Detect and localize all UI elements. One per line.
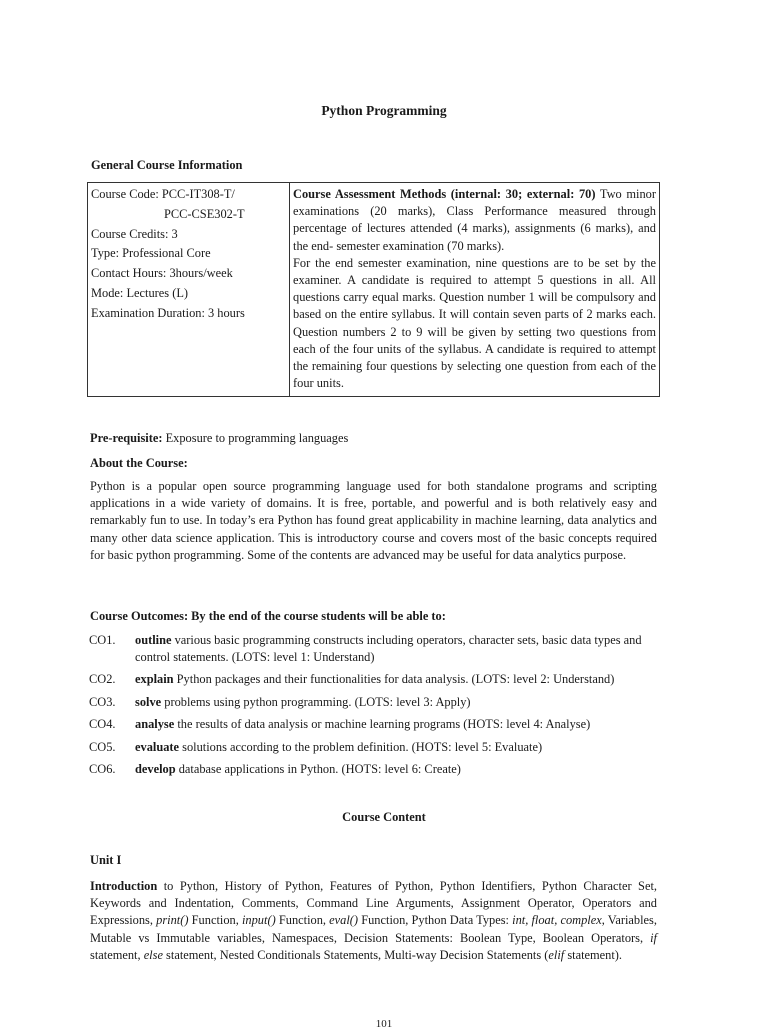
co-label: CO3. (89, 694, 116, 709)
course-outcome-item (89, 739, 659, 756)
co-label: CO4. (89, 717, 116, 731)
assessment-text-1: Two minor examinations (20 marks), Class Performance measured through percentage of lectures attended (4 marks), assignments (6 marks), and the end- semester examination (70 marks). (293, 187, 656, 253)
unit-1-segment: Function, Python Data Types: (358, 913, 513, 928)
co-description: solutions according to the problem definition. (HOTS: level 5: Evaluate) (179, 739, 543, 754)
co-verb: evaluate (135, 739, 180, 754)
co-text (135, 632, 659, 665)
course-outcome-item (89, 694, 659, 711)
course-type: Type: Professional Core (91, 246, 211, 261)
assessment-cell (290, 183, 660, 397)
co-verb: develop (135, 762, 176, 776)
co-verb: outline (135, 633, 172, 647)
co-verb: solve (135, 694, 162, 709)
co-description: database applications in Python. (HOTS: level 6: Create) (175, 762, 461, 776)
course-info-cell (88, 183, 290, 397)
unit-heading: Unit I (90, 853, 122, 867)
prerequisite-label: Pre-requisite: (90, 431, 163, 445)
co-description: problems using python programming. (LOTS: level 3: Apply) (161, 694, 471, 709)
contact-hours: Contact Hours: 3hours/week (91, 266, 233, 281)
co-text (135, 761, 659, 778)
co-text (135, 739, 659, 756)
co-verb: analyse (135, 717, 175, 731)
about-text: Python is a popular open source programming language used for both standalone programs and scripting applications in a wide variety of domains. It is free, portable, and powerful and is both relatively easy and remarkably fun to use. In today’s era Python has found great applicability in machine learning, data analytics and many other data science application. This is introductory course and covers most of the basic concepts required for basic python programming. Some of the contents are advanced may be useful for data analytics purpose. (90, 479, 657, 562)
co-label: CO2. (89, 672, 116, 686)
unit-1-segment: statement, (90, 947, 144, 962)
course-info-table (87, 182, 660, 397)
code-term: int, float, complex (512, 913, 602, 928)
code-term: eval() (329, 913, 359, 928)
assessment-paragraph-1 (293, 186, 656, 255)
code-term: if (650, 930, 657, 945)
co-text (135, 694, 659, 711)
assessment-heading: Course Assessment Methods (internal: 30; external: 70) (293, 187, 596, 201)
unit-1-segment: to Python, History of Python, Features of Python, Python Identifiers, Python Character Set, Keywords and Indentation, Comments, Command Line Arguments, Assignment Operator, Operators and Expressions, (90, 879, 657, 928)
co-label: CO5. (89, 739, 116, 754)
course-outcomes-list (89, 632, 659, 784)
co-description: the results of data analysis or machine learning programs (HOTS: level 4: Analyse) (174, 717, 591, 731)
unit-1-segment: Function, (275, 913, 330, 928)
unit-1-segment: , Variables, Mutable vs Immutable variables, Namespaces, Decision Statements: Boolean Type, Boolean Operators, (90, 913, 657, 945)
unit-1-text (90, 878, 657, 964)
exam-duration: Examination Duration: 3 hours (91, 305, 245, 320)
co-text (135, 716, 659, 733)
course-outcome-item (89, 671, 659, 688)
course-code: Course Code: PCC-IT308-T/ (91, 187, 235, 201)
course-content-heading: Course Content (342, 810, 426, 824)
course-code-2: PCC-CSE302-T (164, 206, 245, 221)
unit-1-segment: statement). (564, 947, 623, 962)
course-credits: Course Credits: 3 (91, 226, 178, 241)
co-description: various basic programming constructs including operators, character sets, basic data types and control statements. (LOTS: level 1: Understand) (135, 633, 642, 664)
unit-1-intro: Introduction (90, 879, 158, 893)
unit-1-segment: Function, (188, 913, 242, 928)
general-course-info-heading: General Course Information (91, 158, 243, 172)
page-number: 101 (375, 1018, 393, 1030)
about-heading: About the Course: (90, 456, 188, 470)
co-text (135, 671, 659, 688)
co-description: Python packages and their functionalities for data analysis. (LOTS: level 2: Understand) (173, 672, 615, 686)
course-outcome-item (89, 761, 659, 778)
course-outcome-item (89, 716, 659, 733)
co-verb: explain (135, 672, 174, 686)
page-title: Python Programming (321, 103, 447, 118)
unit-1-segment: statement, Nested Conditionals Statements, Multi-way Decision Statements ( (162, 947, 549, 962)
code-term: else (143, 947, 163, 962)
assessment-paragraph-2: For the end semester examination, nine questions are to be set by the examiner. A candidate is required to attempt 5 questions in all. All questions carry equal marks. Question number 1 will be compulsory and based on the entire syllabus. It will contain seven parts of 2 marks each. Question numbers 2 to 9 will be given by setting two questions from each of the four units of the syllabus. A candidate is required to attempt the remaining four questions by selecting one question from each of the four units. (293, 255, 656, 391)
code-term: elif (548, 947, 565, 962)
prerequisite (90, 430, 348, 447)
code-term: print() (156, 913, 189, 928)
course-outcome-item (89, 632, 659, 665)
course-mode: Mode: Lectures (L) (91, 285, 189, 300)
prerequisite-text: Exposure to programming languages (162, 431, 349, 445)
co-label: CO6. (89, 762, 116, 776)
code-term: input() (241, 913, 276, 928)
co-label: CO1. (89, 633, 116, 647)
course-outcomes-heading: Course Outcomes: By the end of the course students will be able to: (90, 609, 446, 623)
